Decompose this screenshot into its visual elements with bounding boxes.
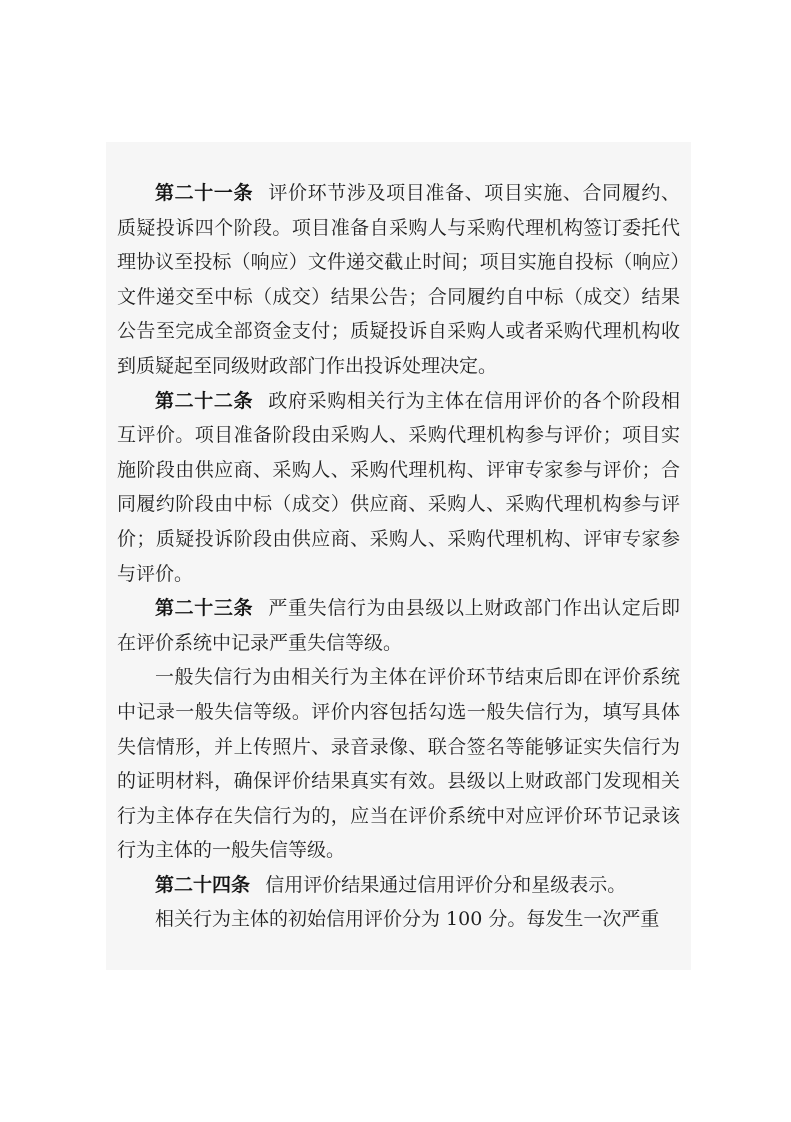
article-22-paragraph <box>117 384 680 592</box>
document-body <box>117 176 680 937</box>
article-22-label: 第二十二条 <box>155 389 254 412</box>
article-21-paragraph <box>117 176 680 384</box>
article-24-paragraph <box>117 868 680 903</box>
initial-score-paragraph <box>117 902 680 937</box>
article-24-text: 信用评价结果通过信用评价分和星级表示。 <box>265 873 627 896</box>
general-dishonesty-text: 一般失信行为由相关行为主体在评价环节结束后即在评价系统中记录一般失信等级。评价内容包括勾选一般失信行为，填写具体失信情形，并上传照片、录音录像、联合签名等能够证实失信行为的证明材料，确保评价结果真实有效。县级以上财政部门发现相关行为主体存在失信行为的，应当在评价系统中对应评价环节记录该行为主体的一般失信等级。 <box>117 666 680 862</box>
article-21-label: 第二十一条 <box>155 182 254 204</box>
article-23-paragraph <box>117 591 680 660</box>
article-23-label: 第二十三条 <box>155 597 254 620</box>
article-23-text: 严重失信行为由县级以上财政部门作出认定后即在评价系统中记录严重失信等级。 <box>117 597 680 654</box>
article-21-text: 评价环节涉及项目准备、项目实施、合同履约、质疑投诉四个阶段。项目准备自采购人与采购代理机构签订委托代理协议至投标（响应）文件递交截止时间；项目实施自投标（响应）文件递交至中标（成交）结果公告；合同履约自中标（成交）结果公告至完成全部资金支付；质疑投诉自采购人或者采购代理机构收到质疑起至同级财政部门作出投诉处理决定。 <box>117 182 680 377</box>
article-24-label: 第二十四条 <box>155 873 251 896</box>
article-22-text: 政府采购相关行为主体在信用评价的各个阶段相互评价。项目准备阶段由采购人、采购代理机构参与评价；项目实施阶段由供应商、采购人、采购代理机构、评审专家参与评价；合同履约阶段由中标（成交）供应商、采购人、采购代理机构参与评价；质疑投诉阶段由供应商、采购人、采购代理机构、评审专家参与评价。 <box>117 389 680 585</box>
general-dishonesty-paragraph <box>117 660 680 868</box>
initial-score-text: 相关行为主体的初始信用评价分为 100 分。每发生一次严重 <box>155 908 660 931</box>
